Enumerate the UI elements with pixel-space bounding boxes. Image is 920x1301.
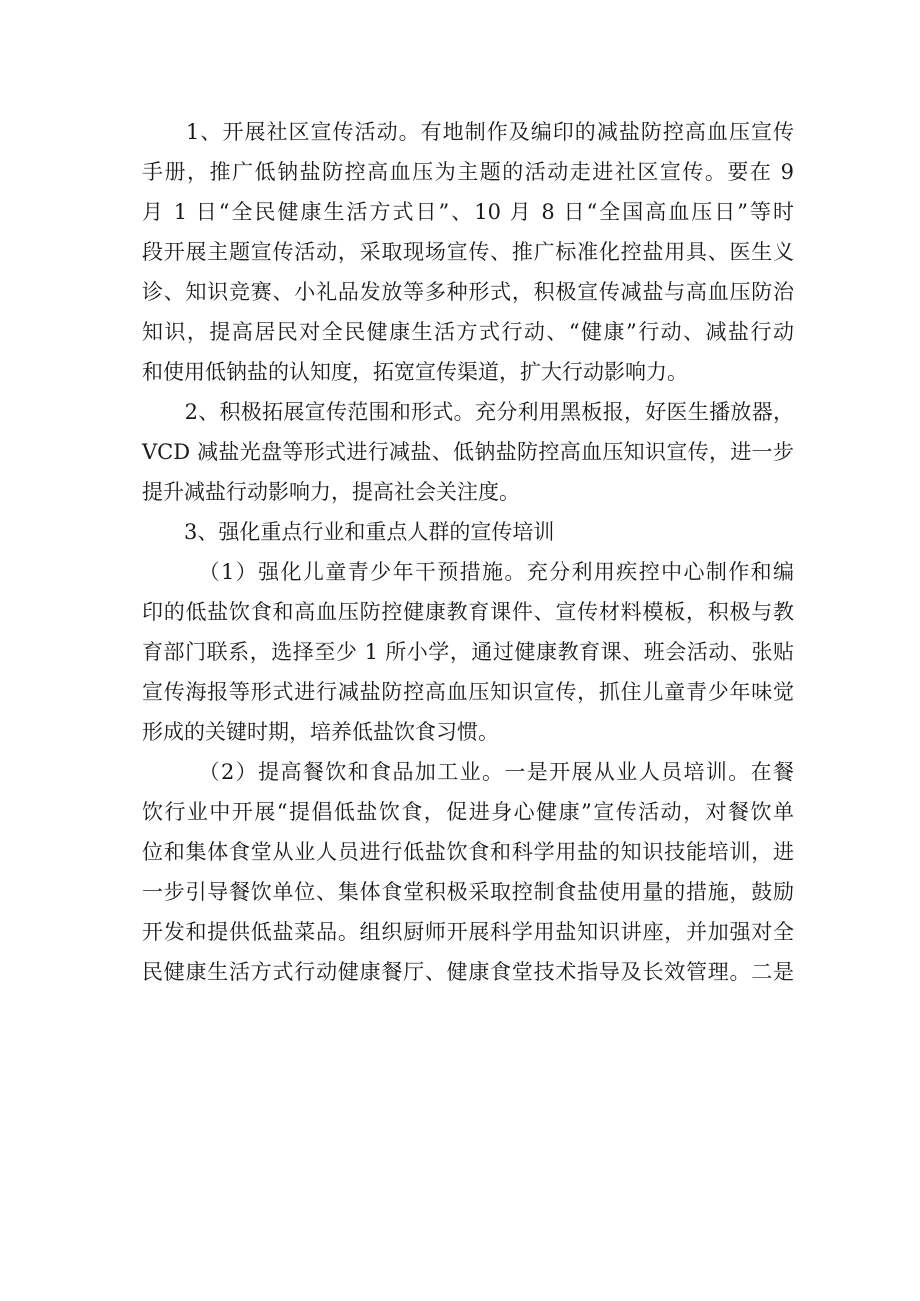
text-line: 一步引导餐饮单位、集体食堂积极采取控制食盐使用量的措施，鼓励	[142, 880, 794, 904]
text-line: 和使用低钠盐的认知度，拓宽宣传渠道，扩大行动影响力。	[142, 360, 688, 384]
text-line: 段开展主题宣传活动，采取现场宣传、推广标准化控盐用具、医生义	[142, 240, 794, 264]
text-line: 印的低盐饮食和高血压防控健康教育课件、宣传材料模板，积极与教	[142, 600, 794, 624]
text-line: 位和集体食堂从业人员进行低盐饮食和科学用盐的知识技能培训，进	[142, 840, 794, 864]
text-line: 开发和提供低盐菜品。组织厨师开展科学用盐知识讲座，并加强对全	[142, 920, 794, 944]
text-line: 1、开展社区宣传活动。有地制作及编印的减盐防控高血压宣传	[142, 120, 794, 144]
text-line: 饮行业中开展“提倡低盐饮食，促进身心健康”宣传活动，对餐饮单	[142, 800, 794, 824]
paragraph-catering-industry	[142, 752, 794, 992]
text-line: 提升减盐行动影响力，提高社会关注度。	[142, 480, 520, 504]
paragraph-children-intervention	[142, 552, 794, 752]
text-line: 育部门联系，选择至少 1 所小学，通过健康教育课、班会活动、张贴	[142, 640, 794, 664]
document-body	[142, 112, 794, 992]
text-line: 3、强化重点行业和重点人群的宣传培训	[142, 520, 555, 544]
text-line: 形成的关键时期，培养低盐饮食习惯。	[142, 720, 499, 744]
text-line: （2）提高餐饮和食品加工业。一是开展从业人员培训。在餐	[142, 760, 794, 784]
text-line: （1）强化儿童青少年干预措施。充分利用疾控中心制作和编	[142, 560, 794, 584]
paragraph-community-campaign	[142, 112, 794, 392]
text-line: VCD 减盐光盘等形式进行减盐、低钠盐防控高血压知识宣传，进一步	[142, 440, 794, 464]
text-line: 2、积极拓展宣传范围和形式。充分利用黑板报，好医生播放器，	[142, 400, 794, 424]
paragraph-key-groups-heading	[142, 512, 794, 552]
text-line: 诊、知识竞赛、小礼品发放等多种形式，积极宣传减盐与高血压防治	[142, 280, 794, 304]
text-line: 民健康生活方式行动健康餐厅、健康食堂技术指导及长效管理。二是	[142, 960, 794, 984]
text-line: 月 1 日“全民健康生活方式日”、10 月 8 日“全国高血压日”等时	[142, 200, 794, 224]
text-line: 手册，推广低钠盐防控高血压为主题的活动走进社区宣传。要在 9	[142, 160, 794, 184]
paragraph-expand-scope	[142, 392, 794, 512]
text-line: 知识，提高居民对全民健康生活方式行动、“健康”行动、减盐行动	[142, 320, 794, 344]
text-line: 宣传海报等形式进行减盐防控高血压知识宣传，抓住儿童青少年味觉	[142, 680, 794, 704]
